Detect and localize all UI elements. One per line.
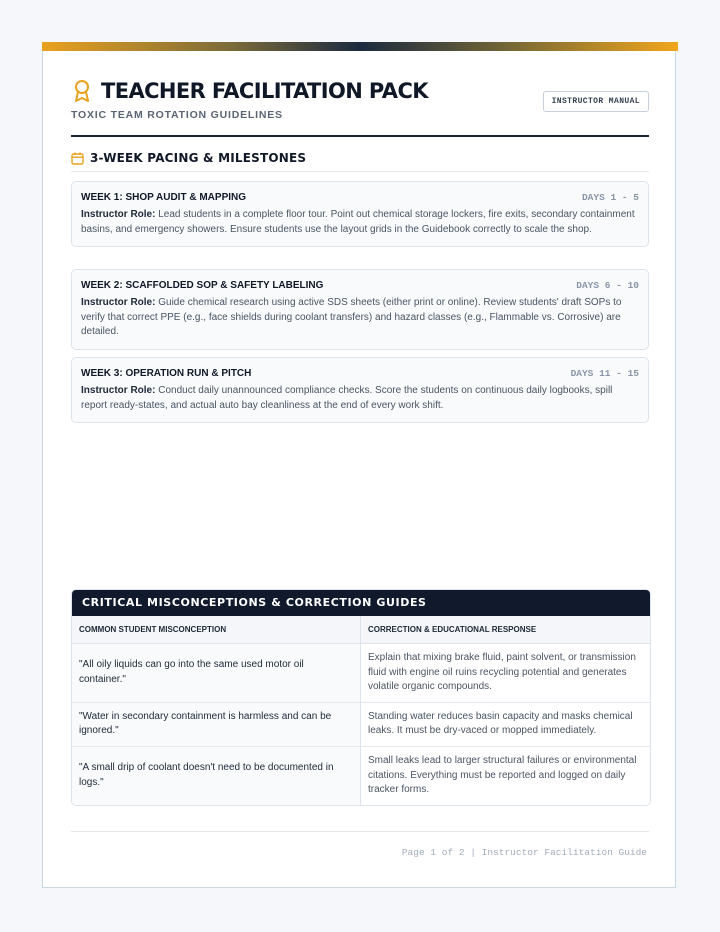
calendar-icon — [71, 152, 84, 165]
role-text: Guide chemical research using active SDS sheets (either print or online). Review students' draft SOPs to verify that correct PPE (e.g., face shields during coolant transfers) and hazard classes (e.g., Flammable vs. Corrosive) are detailed. — [81, 297, 622, 338]
column-header: COMMON STUDENT MISCONCEPTION — [72, 616, 361, 644]
footer-divider — [71, 831, 649, 832]
table-header-row — [72, 616, 650, 644]
week-card-2 — [71, 269, 649, 350]
week-days: DAYS 11 - 15 — [570, 368, 639, 379]
misconception-cell: "All oily liquids can go into the same used motor oil container." — [72, 644, 361, 703]
role-label: Instructor Role: — [81, 385, 156, 396]
week-card-1 — [71, 181, 649, 247]
week-title: WEEK 2: SCAFFOLDED SOP & SAFETY LABELING — [81, 280, 324, 291]
page-title: TEACHER FACILITATION PACK — [101, 79, 428, 103]
week-title: WEEK 3: OPERATION RUN & PITCH — [81, 368, 252, 379]
page-footer: Page 1 of 2 | Instructor Facilitation Guide — [401, 847, 647, 858]
correction-cell: Small leaks lead to larger structural failures or environmental citations. Everything must be reported and logged on daily tracker forms. — [361, 746, 651, 804]
pacing-section-heading — [71, 151, 649, 172]
pacing-section-title: 3-WEEK PACING & MILESTONES — [90, 151, 307, 165]
document-page — [42, 42, 676, 888]
week-days: DAYS 1 - 5 — [581, 192, 639, 203]
table-row — [72, 702, 650, 746]
correction-cell: Standing water reduces basin capacity and masks chemical leaks. It must be dry-vaced or mopped immediately. — [361, 702, 651, 746]
misconception-cell: "A small drip of coolant doesn't need to be documented in logs." — [72, 746, 361, 804]
correction-cell: Explain that mixing brake fluid, paint solvent, or transmission fluid with engine oil ruins recycling potential and generates volatile organic compounds. — [361, 644, 651, 703]
ribbon-award-icon — [71, 79, 93, 103]
week-days: DAYS 6 - 10 — [576, 280, 639, 291]
week-card-3 — [71, 357, 649, 423]
column-header: CORRECTION & EDUCATIONAL RESPONSE — [361, 616, 651, 644]
role-text: Lead students in a complete floor tour. Point out chemical storage lockers, fire exits, secondary containment basins, and emergency showers. Ensure students use the layout grids in the Guidebook correctly to scale the shop. — [81, 209, 635, 235]
week-description — [81, 384, 639, 413]
week-title: WEEK 1: SHOP AUDIT & MAPPING — [81, 192, 247, 203]
top-accent-bar — [42, 42, 678, 51]
header-divider — [71, 135, 649, 137]
misconceptions-table-card — [71, 589, 651, 806]
role-label: Instructor Role: — [81, 297, 156, 308]
misconceptions-table — [72, 616, 650, 805]
week-description — [81, 208, 639, 237]
table-row — [72, 644, 650, 703]
table-row — [72, 746, 650, 804]
week-description — [81, 296, 639, 340]
role-label: Instructor Role: — [81, 209, 156, 220]
instructor-manual-badge: INSTRUCTOR MANUAL — [543, 91, 649, 112]
role-text: Conduct daily unannounced compliance checks. Score the students on continuous daily logbooks, spill report ready-states, and actual auto bay cleanliness at the end of every work shift. — [81, 385, 613, 411]
page-subtitle: TOXIC TEAM ROTATION GUIDELINES — [71, 109, 283, 121]
misconceptions-banner: CRITICAL MISCONCEPTIONS & CORRECTION GUIDES — [72, 590, 650, 616]
misconception-cell: "Water in secondary containment is harmless and can be ignored." — [72, 702, 361, 746]
document-header — [71, 79, 649, 121]
